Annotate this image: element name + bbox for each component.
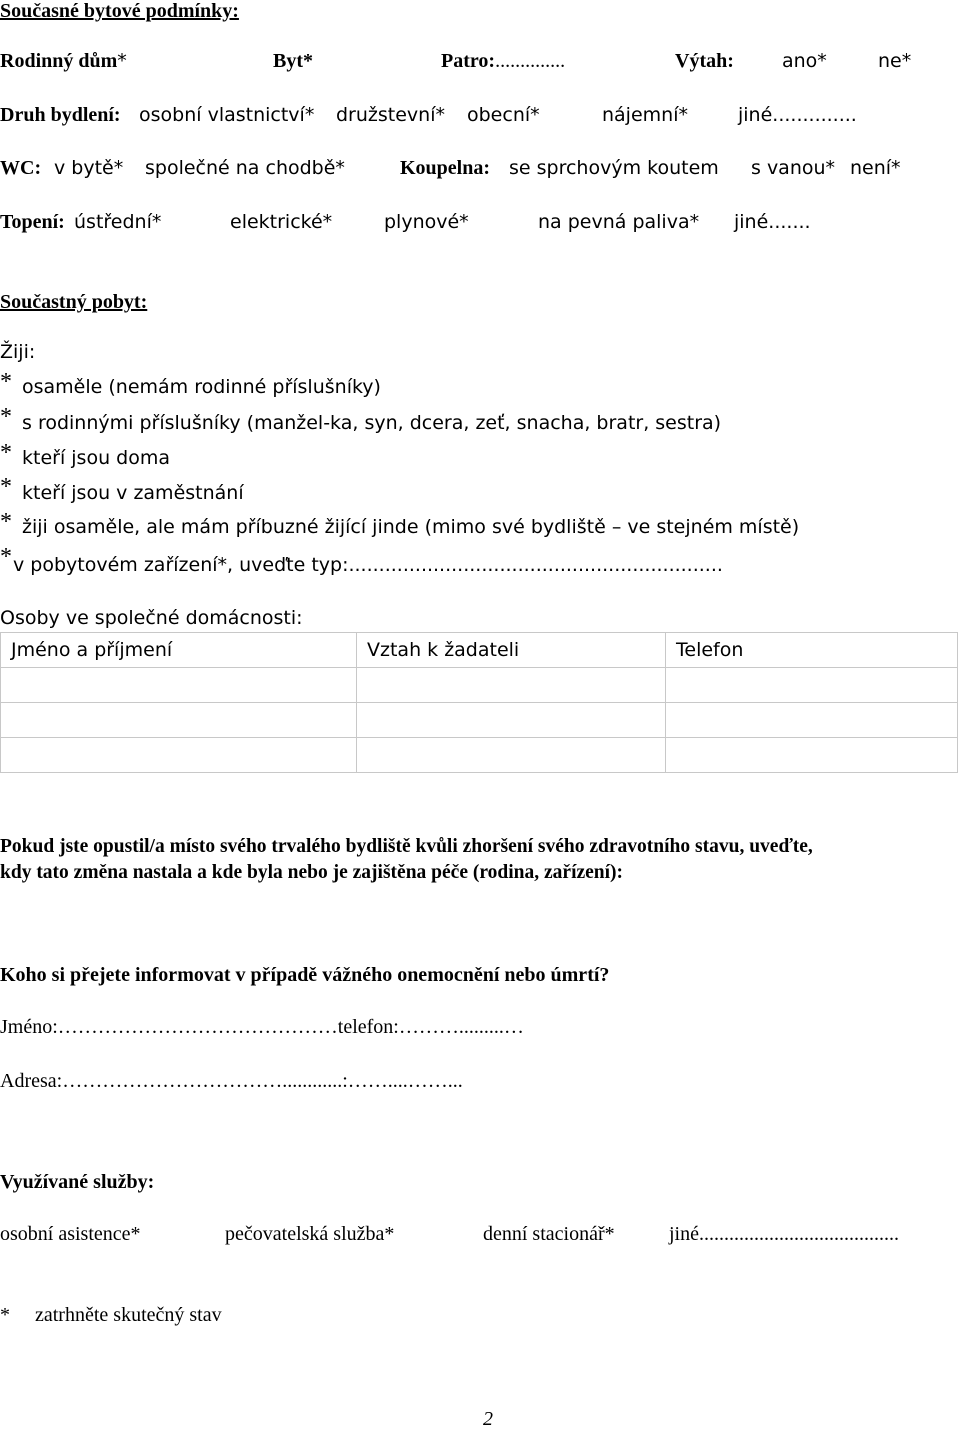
floor-label: Patro: — [441, 50, 496, 72]
footnote-text: zatrhněte skutečný stav — [35, 1304, 222, 1326]
table-cell-name[interactable] — [1, 738, 357, 773]
flat-option: Byt* — [273, 50, 313, 72]
heating-other-option: jiné....... — [734, 211, 811, 233]
table-row — [1, 703, 958, 738]
option-text: s rodinnými příslušníky (manžel-ka, syn, dcera, zeť, snacha, bratr, sestra) — [22, 412, 722, 434]
column-header-name: Jméno a příjmení — [1, 633, 357, 668]
option-text: v pobytovém zařízení*, uveďte typ:.............................................................. — [13, 554, 723, 576]
table-cell-relation[interactable] — [357, 738, 666, 773]
table-cell-relation[interactable] — [357, 668, 666, 703]
service-day-center: denní stacionář* — [483, 1223, 615, 1245]
family-house-text: Rodinný dům — [0, 50, 118, 72]
table-cell-name[interactable] — [1, 703, 357, 738]
stay-intro: Žiji: — [0, 341, 36, 363]
table-cell-phone[interactable] — [666, 703, 958, 738]
cooperative-option: družstevní* — [336, 104, 445, 126]
service-personal-assistance: osobní asistence* — [0, 1223, 141, 1245]
option-star: * — [0, 544, 12, 570]
wc-label: WC: — [0, 157, 42, 179]
heating-central-option: ústřední* — [74, 211, 162, 233]
heating-solid-option: na pevná paliva* — [538, 211, 700, 233]
option-star: * — [0, 509, 12, 535]
floor-value: .............. — [495, 50, 566, 72]
option-text: žiji osaměle, ale mám příbuzné žijící jinde (mimo své bydliště – ve stejném místě) — [22, 516, 800, 538]
option-text: kteří jsou doma — [22, 447, 170, 469]
option-star: * — [0, 440, 12, 466]
service-care: pečovatelská služba* — [225, 1223, 395, 1245]
heating-label: Topení: — [0, 211, 65, 233]
table-header-row — [1, 633, 958, 668]
bath-shower-option: se sprchovým koutem — [509, 157, 719, 179]
stay-heading: Součastný pobyt: — [0, 291, 148, 313]
floor-field[interactable] — [441, 50, 565, 73]
services-heading: Využívané služby: — [0, 1171, 155, 1193]
table-cell-phone[interactable] — [666, 738, 958, 773]
table-cell-phone[interactable] — [666, 668, 958, 703]
rental-option: nájemní* — [602, 104, 688, 126]
moved-question-line2: kdy tato změna nastala a kde byla nebo je zajištěna péče (rodina, zařízení): — [0, 862, 624, 883]
household-table — [0, 632, 958, 773]
heating-electric-option: elektrické* — [230, 211, 333, 233]
owned-option: osobní vlastnictví* — [139, 104, 315, 126]
bath-tub-option: s vanou* — [751, 157, 836, 179]
table-cell-name[interactable] — [1, 668, 357, 703]
contact-name-phone-field[interactable]: Jméno:……………………………………telefon:……….........… — [0, 1016, 524, 1038]
option-star: * — [0, 474, 12, 500]
footnote-star: * — [0, 1304, 10, 1326]
household-heading: Osoby ve společné domácnosti: — [0, 607, 303, 629]
housing-heading: Současné bytové podmínky: — [0, 0, 239, 22]
contact-question: Koho si přejete informovat v případě vážného onemocnění nebo úmrtí? — [0, 964, 610, 986]
option-star: * — [0, 404, 12, 430]
bath-none-option: není* — [850, 157, 901, 179]
lift-yes-option: ano* — [782, 50, 827, 72]
heating-gas-option: plynové* — [384, 211, 469, 233]
option-text: osaměle (nemám rodinné příslušníky) — [22, 376, 381, 398]
column-header-relation: Vztah k žadateli — [357, 633, 666, 668]
contact-address-field[interactable]: Adresa:……………………………............:……....……... — [0, 1070, 463, 1092]
bathroom-label: Koupelna: — [400, 157, 491, 179]
page-number: 2 — [483, 1408, 493, 1430]
option-text: kteří jsou v zaměstnání — [22, 482, 244, 504]
wc-shared-option: společné na chodbě* — [145, 157, 345, 179]
service-other[interactable]: jiné........................................ — [669, 1223, 899, 1245]
table-cell-relation[interactable] — [357, 703, 666, 738]
column-header-phone: Telefon — [666, 633, 958, 668]
housing-type-label: Druh bydlení: — [0, 104, 121, 126]
moved-question-line1: Pokud jste opustil/a místo svého trvalého bydliště kvůli zhoršení svého zdravotního stavu, uveďte, — [0, 836, 813, 857]
lift-no-option: ne* — [878, 50, 912, 72]
housing-other-option: jiné.............. — [738, 104, 857, 126]
table-row — [1, 738, 958, 773]
municipal-option: obecní* — [467, 104, 540, 126]
family-house-star: * — [117, 50, 127, 72]
table-row — [1, 668, 958, 703]
family-house-label — [0, 50, 127, 73]
option-star: * — [0, 369, 12, 395]
lift-label: Výtah: — [675, 50, 734, 72]
wc-in-flat-option: v bytě* — [54, 157, 124, 179]
